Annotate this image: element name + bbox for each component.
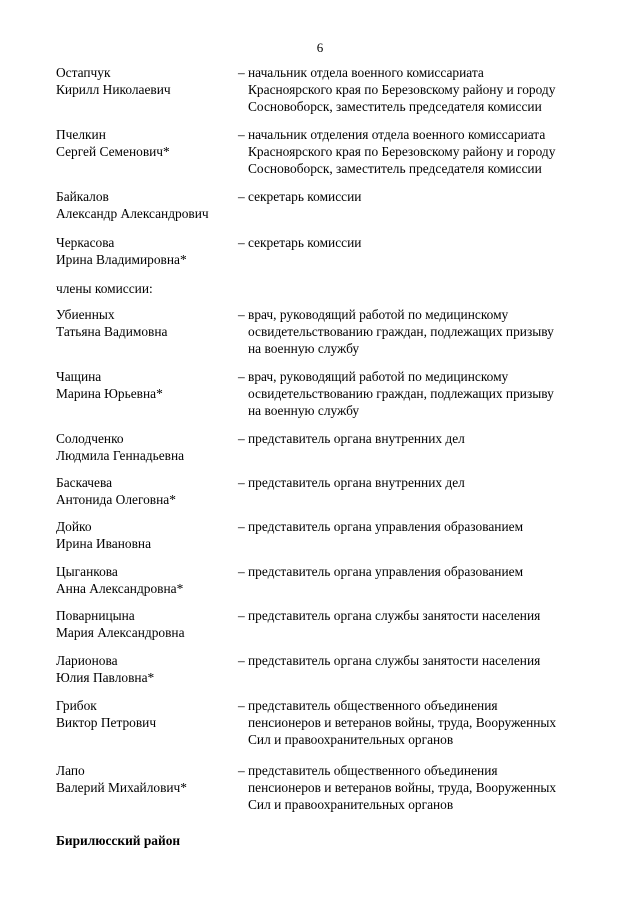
- role-line: Сосновоборск, заместитель председателя комиссии: [248, 161, 542, 176]
- member-name: [56, 306, 241, 340]
- member-name: [56, 762, 241, 796]
- member-role: [238, 64, 618, 115]
- members-label: члены комиссии:: [56, 281, 153, 296]
- role-line: Сил и правоохранительных органов: [248, 797, 454, 812]
- member-role: [238, 607, 618, 624]
- member-given-names: Ирина Владимировна*: [56, 252, 187, 267]
- role-dash: –: [238, 307, 245, 322]
- member-role: [238, 563, 618, 580]
- member-surname: Поварницына: [56, 608, 135, 623]
- member-surname: Дойко: [56, 519, 92, 534]
- page-number: 6: [316, 40, 324, 55]
- member-surname: Байкалов: [56, 189, 109, 204]
- role-line: представитель органа службы занятости населения: [248, 608, 541, 623]
- role-line: на военную службу: [248, 403, 360, 418]
- member-given-names: Мария Александровна: [56, 625, 185, 640]
- member-role: [238, 518, 618, 535]
- role-line: на военную службу: [248, 341, 360, 356]
- member-surname: Ларионова: [56, 653, 118, 668]
- member-surname: Остапчук: [56, 65, 111, 80]
- member-given-names: Ирина Ивановна: [56, 536, 152, 551]
- member-role: [238, 306, 618, 357]
- role-line: секретарь комиссии: [248, 235, 362, 250]
- member-role: [238, 652, 618, 669]
- role-dash: –: [238, 608, 245, 623]
- role-line: представитель органа службы занятости населения: [248, 653, 541, 668]
- role-dash: –: [238, 189, 245, 204]
- member-surname: Убиенных: [56, 307, 115, 322]
- role-dash: –: [238, 127, 245, 142]
- member-name: [56, 697, 241, 731]
- role-line: представитель общественного объединения: [248, 698, 498, 713]
- member-role: [238, 188, 618, 205]
- role-line: пенсионеров и ветеранов войны, труда, Вооруженных: [248, 780, 557, 795]
- role-line: Сосновоборск, заместитель председателя комиссии: [248, 99, 542, 114]
- member-role: [238, 368, 618, 419]
- role-dash: –: [238, 475, 245, 490]
- member-surname: Цыганкова: [56, 564, 118, 579]
- member-surname: Солодченко: [56, 431, 124, 446]
- role-dash: –: [238, 564, 245, 579]
- district-title: Бирилюсский район: [56, 833, 181, 848]
- member-name: [56, 652, 241, 686]
- member-name: [56, 188, 241, 222]
- member-surname: Лапо: [56, 763, 85, 778]
- member-name: [56, 563, 241, 597]
- member-name: [56, 518, 241, 552]
- member-name: [56, 234, 241, 268]
- member-name: [56, 126, 241, 160]
- member-role: [238, 697, 618, 748]
- member-name: [56, 368, 241, 402]
- member-given-names: Антонида Олеговна*: [56, 492, 176, 507]
- member-role: [238, 762, 618, 813]
- role-line: врач, руководящий работой по медицинскому: [248, 369, 509, 384]
- role-line: представитель органа внутренних дел: [248, 475, 465, 490]
- member-name: [56, 474, 241, 508]
- member-role: [238, 474, 618, 491]
- role-line: начальник отдела военного комиссариата: [248, 65, 484, 80]
- member-given-names: Виктор Петрович: [56, 715, 157, 730]
- member-surname: Черкасова: [56, 235, 115, 250]
- member-given-names: Кирилл Николаевич: [56, 82, 171, 97]
- member-given-names: Анна Александровна*: [56, 581, 184, 596]
- role-line: представитель общественного объединения: [248, 763, 498, 778]
- role-line: пенсионеров и ветеранов войны, труда, Вооруженных: [248, 715, 557, 730]
- member-given-names: Марина Юрьевна*: [56, 386, 163, 401]
- role-dash: –: [238, 369, 245, 384]
- role-line: начальник отделения отдела военного комиссариата: [248, 127, 546, 142]
- member-given-names: Татьяна Вадимовна: [56, 324, 168, 339]
- role-dash: –: [238, 519, 245, 534]
- role-line: представитель органа управления образованием: [248, 564, 524, 579]
- role-line: Сил и правоохранительных органов: [248, 732, 454, 747]
- role-line: представитель органа управления образованием: [248, 519, 524, 534]
- role-line: секретарь комиссии: [248, 189, 362, 204]
- member-role: [238, 430, 618, 447]
- role-dash: –: [238, 431, 245, 446]
- role-line: представитель органа внутренних дел: [248, 431, 465, 446]
- role-line: Красноярского края по Березовскому району и городу: [248, 82, 556, 97]
- role-line: освидетельствованию граждан, подлежащих призыву: [248, 324, 554, 339]
- member-given-names: Александр Александрович: [56, 206, 209, 221]
- role-line: освидетельствованию граждан, подлежащих призыву: [248, 386, 554, 401]
- member-given-names: Валерий Михайлович*: [56, 780, 187, 795]
- member-given-names: Юлия Павловна*: [56, 670, 155, 685]
- member-given-names: Людмила Геннадьевна: [56, 448, 185, 463]
- role-dash: –: [238, 763, 245, 778]
- member-surname: Грибок: [56, 698, 97, 713]
- member-surname: Пчелкин: [56, 127, 106, 142]
- member-role: [238, 234, 618, 251]
- member-given-names: Сергей Семенович*: [56, 144, 170, 159]
- role-line: Красноярского края по Березовскому району и городу: [248, 144, 556, 159]
- role-line: врач, руководящий работой по медицинскому: [248, 307, 509, 322]
- role-dash: –: [238, 698, 245, 713]
- member-surname: Чащина: [56, 369, 102, 384]
- role-dash: –: [238, 65, 245, 80]
- member-name: [56, 607, 241, 641]
- member-surname: Баскачева: [56, 475, 113, 490]
- role-dash: –: [238, 653, 245, 668]
- role-dash: –: [238, 235, 245, 250]
- member-name: [56, 430, 241, 464]
- member-name: [56, 64, 241, 98]
- member-role: [238, 126, 618, 177]
